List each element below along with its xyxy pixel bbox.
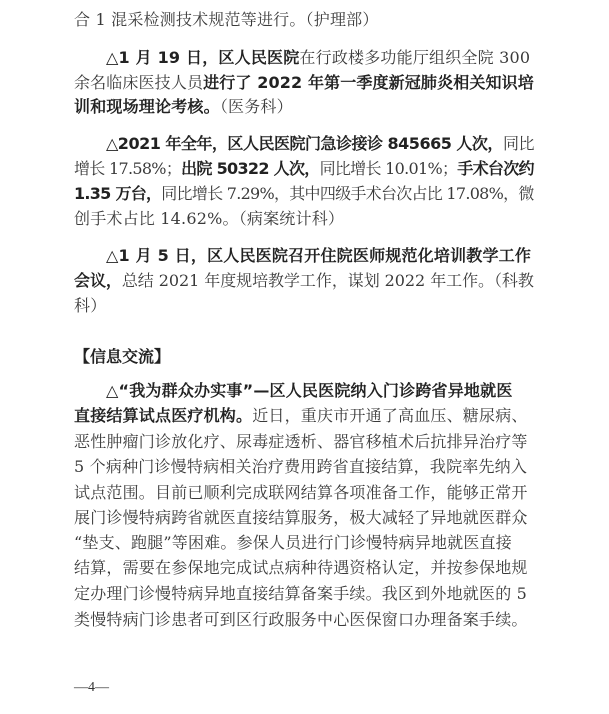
- exchange-line: [74, 432, 528, 452]
- text-segment: 同比: [502, 134, 534, 153]
- exchange-line: [74, 483, 528, 503]
- bold-text-segment: 进行了 2022 年第一季度新冠肺炎相关知识培: [203, 73, 534, 92]
- exchange-line: [74, 584, 527, 604]
- news-item-4-line: [74, 271, 534, 291]
- text-segment: 同比增长 7.29%，其中四级手术台次占比 17.08%，微: [161, 184, 534, 203]
- text-segment: 定办理门诊慢特病异地直接结算备案手续。我区到外地就医的 5: [74, 584, 528, 603]
- text-segment: “垫支、跑腿”等困难。参保人员进行门诊慢特病异地就医直接: [74, 533, 512, 552]
- news-item-3-line: [74, 184, 534, 204]
- text-segment: 恶性肿瘤门诊放化疗、尿毒症透析、器官移植术后抗排异治疗等: [74, 432, 528, 451]
- news-item-4-line: [74, 296, 106, 316]
- text-segment: （医务科）: [219, 97, 293, 116]
- news-item-2-line: [74, 97, 293, 117]
- bold-text-segment: 出院 50322 人次，: [181, 159, 320, 178]
- text-segment: 增长 17.58%；: [74, 159, 182, 178]
- news-item-1-line: [74, 10, 379, 30]
- exchange-line: [74, 558, 528, 578]
- bold-text-segment: 直接结算试点医疗机构。: [74, 406, 253, 425]
- exchange-line: [74, 508, 528, 528]
- text-segment: 类慢特病门诊患者可到区行政服务中心医保窗口办理备案手续。: [74, 610, 528, 629]
- news-item-4-line: [106, 246, 531, 266]
- text-segment: 近日，重庆市开通了高血压、糖尿病、: [252, 406, 528, 425]
- bold-text-segment: △1 月 19 日，区人民医院: [106, 48, 300, 67]
- page-number: —4—: [74, 680, 109, 695]
- text-segment: 总结 2021 年度规培教学工作，谋划 2022 年工作。（科教: [121, 271, 534, 290]
- section-heading-info-exchange: 【信息交流】: [74, 347, 171, 366]
- text-segment: 同比增长 10.01%；: [319, 159, 458, 178]
- bold-text-segment: 会议，: [74, 271, 122, 290]
- news-item-2-line: [74, 73, 534, 93]
- news-item-2-line: [106, 48, 530, 68]
- exchange-line: [106, 381, 513, 401]
- bold-text-segment: 训和现场理论考核。: [74, 97, 220, 116]
- text-segment: 展门诊慢特病跨省就医直接结算服务，极大减轻了异地就医群众: [74, 508, 528, 527]
- text-segment: 结算，需要在参保地完成试点病种待遇资格认定，并按参保地规: [74, 558, 528, 577]
- bold-text-segment: △2021 年全年，区人民医院门急诊接诊 845665 人次，: [106, 134, 503, 153]
- text-segment: 5 个病种门诊慢特病相关治疗费用跨省直接结算，我院率先纳入: [74, 457, 528, 476]
- bold-text-segment: △1 月 5 日，区人民医院召开住院医师规范化培训教学工作: [106, 246, 532, 265]
- bold-text-segment: 1.35 万台，: [74, 184, 162, 203]
- exchange-line: [74, 406, 528, 426]
- text-segment: 余名临床医技人员: [74, 73, 204, 92]
- text-segment: 在行政楼多功能厅组织全院 300: [299, 48, 531, 67]
- bold-text-segment: △“我为群众办实事”—区人民医院纳入门诊跨省异地就医: [106, 381, 513, 400]
- text-segment: 科）: [74, 296, 107, 315]
- exchange-line: [74, 533, 512, 553]
- exchange-line: [74, 457, 527, 477]
- news-item-3-line: [74, 209, 344, 229]
- text-segment: 试点范围。目前已顺利完成联网结算各项准备工作，能够正常开: [74, 483, 528, 502]
- text-segment: 创手术占比 14.62%。（病案统计科）: [74, 209, 345, 228]
- exchange-line: [74, 610, 528, 630]
- news-item-3-line: [106, 134, 534, 154]
- text-segment: 合 1 混采检测技术规范等进行。（护理部）: [74, 10, 379, 29]
- news-item-3-line: [74, 159, 534, 179]
- bold-text-segment: 手术台次约: [457, 159, 534, 178]
